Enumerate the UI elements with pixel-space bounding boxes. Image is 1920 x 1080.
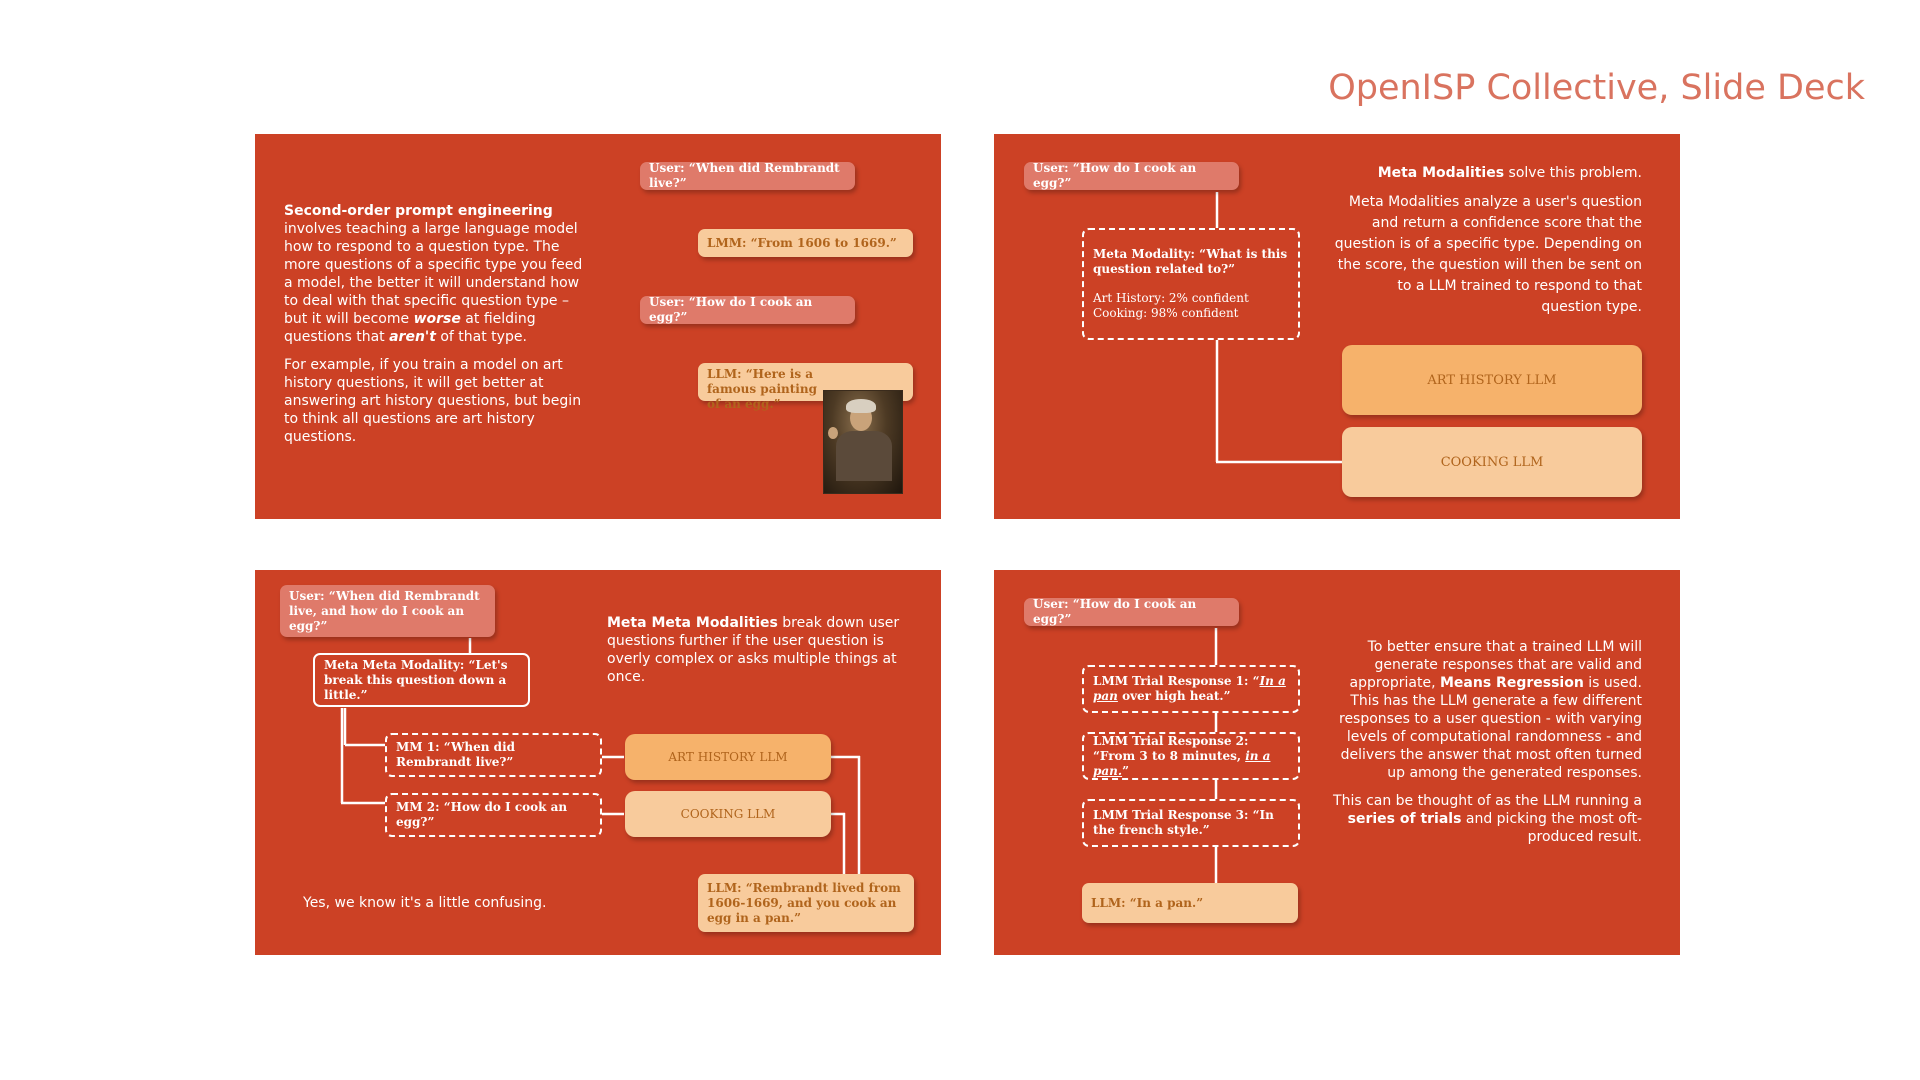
slide-3[interactable] bbox=[255, 570, 941, 955]
trial-response-1: LMM Trial Response 1: “In a pan over high heat.” bbox=[1082, 665, 1300, 713]
slide1-text bbox=[284, 202, 589, 456]
mm1-box: MM 1: “When did Rembrandt live?” bbox=[385, 733, 602, 777]
user-bubble-egg: User: “How do I cook an egg?” bbox=[1024, 598, 1239, 626]
cooking-llm-box: COOKING LLM bbox=[1342, 427, 1642, 497]
egg-painting-image bbox=[823, 390, 903, 494]
slide2-heading: Meta Modalities solve this problem. bbox=[1377, 165, 1642, 181]
llm-bubble-painting: LLM: “Here is a famous painting of an egg.” bbox=[698, 363, 913, 401]
user-bubble-rembrandt: User: “When did Rembrandt live?” bbox=[640, 162, 855, 190]
lmm-bubble-dates: LMM: “From 1606 to 1669.” bbox=[698, 229, 913, 257]
slide3-footer: Yes, we know it's a little confusing. bbox=[303, 895, 547, 911]
llm-final-answer: LLM: “In a pan.” bbox=[1082, 883, 1298, 923]
slide1-paragraph-2: For example, if you train a model on art history questions, it will get better at answering art history questions, but begin to think all questions are art history questions. bbox=[284, 357, 582, 445]
slide-2[interactable] bbox=[994, 134, 1680, 519]
meta-meta-modality-box: Meta Meta Modality: “Let's break this question down a little.” bbox=[313, 653, 530, 707]
meta-modality-box: Meta Modality: “What is this question related to?” Art History: 2% confident Cooking: 98% confident bbox=[1082, 228, 1300, 340]
user-bubble-compound: User: “When did Rembrandt live, and how do I cook an egg?” bbox=[280, 585, 495, 637]
slide2-body: Meta Modalities analyze a user's question and return a confidence score that the question is of a specific type. Depending on the score, the question will then be sent on to a LLM trained to respond to that question type. bbox=[1334, 194, 1642, 315]
user-bubble-egg: User: “How do I cook an egg?” bbox=[640, 296, 855, 324]
art-history-llm-box: ART HISTORY LLM bbox=[1342, 345, 1642, 415]
slide1-paragraph-1: Second-order prompt engineering involves teaching a large language model how to respond to a question type. The more questions of a specific type you feed a model, the better it will understand how to deal with that specific question type – but it will become worse at fielding questions that aren't of that type. bbox=[284, 203, 583, 345]
slide4-text bbox=[1324, 638, 1642, 856]
deck-title: OpenISP Collective, Slide Deck bbox=[1328, 68, 1865, 108]
mm2-box: MM 2: “How do I cook an egg?” bbox=[385, 793, 602, 837]
slide2-text bbox=[1334, 164, 1642, 328]
slide-1[interactable] bbox=[255, 134, 941, 519]
slide3-heading: Meta Meta Modalities break down user questions further if the user question is overly complex or asks multiple things at once. bbox=[607, 615, 900, 685]
trial-response-3: LMM Trial Response 3: “In the french style.” bbox=[1082, 799, 1300, 847]
slide4-paragraph-1: To better ensure that a trained LLM will generate responses that are valid and appropriate, Means Regression is used. This has the LLM generate a few different responses to a user question - with varying levels of computational randomness - and delivers the answer that most often turned up among the generated responses. bbox=[1339, 639, 1642, 781]
cooking-llm-box: COOKING LLM bbox=[625, 791, 831, 837]
art-history-llm-box: ART HISTORY LLM bbox=[625, 734, 831, 780]
llm-final-answer: LLM: “Rembrandt lived from 1606-1669, and you cook an egg in a pan.” bbox=[698, 874, 914, 932]
slide3-text bbox=[607, 614, 917, 696]
slide4-paragraph-2: This can be thought of as the LLM running a series of trials and picking the most oft-produced result. bbox=[1333, 793, 1642, 845]
trial-response-2: LMM Trial Response 2: “From 3 to 8 minutes, in a pan.” bbox=[1082, 732, 1300, 780]
slide-4[interactable] bbox=[994, 570, 1680, 955]
user-bubble-egg: User: “How do I cook an egg?” bbox=[1024, 162, 1239, 190]
